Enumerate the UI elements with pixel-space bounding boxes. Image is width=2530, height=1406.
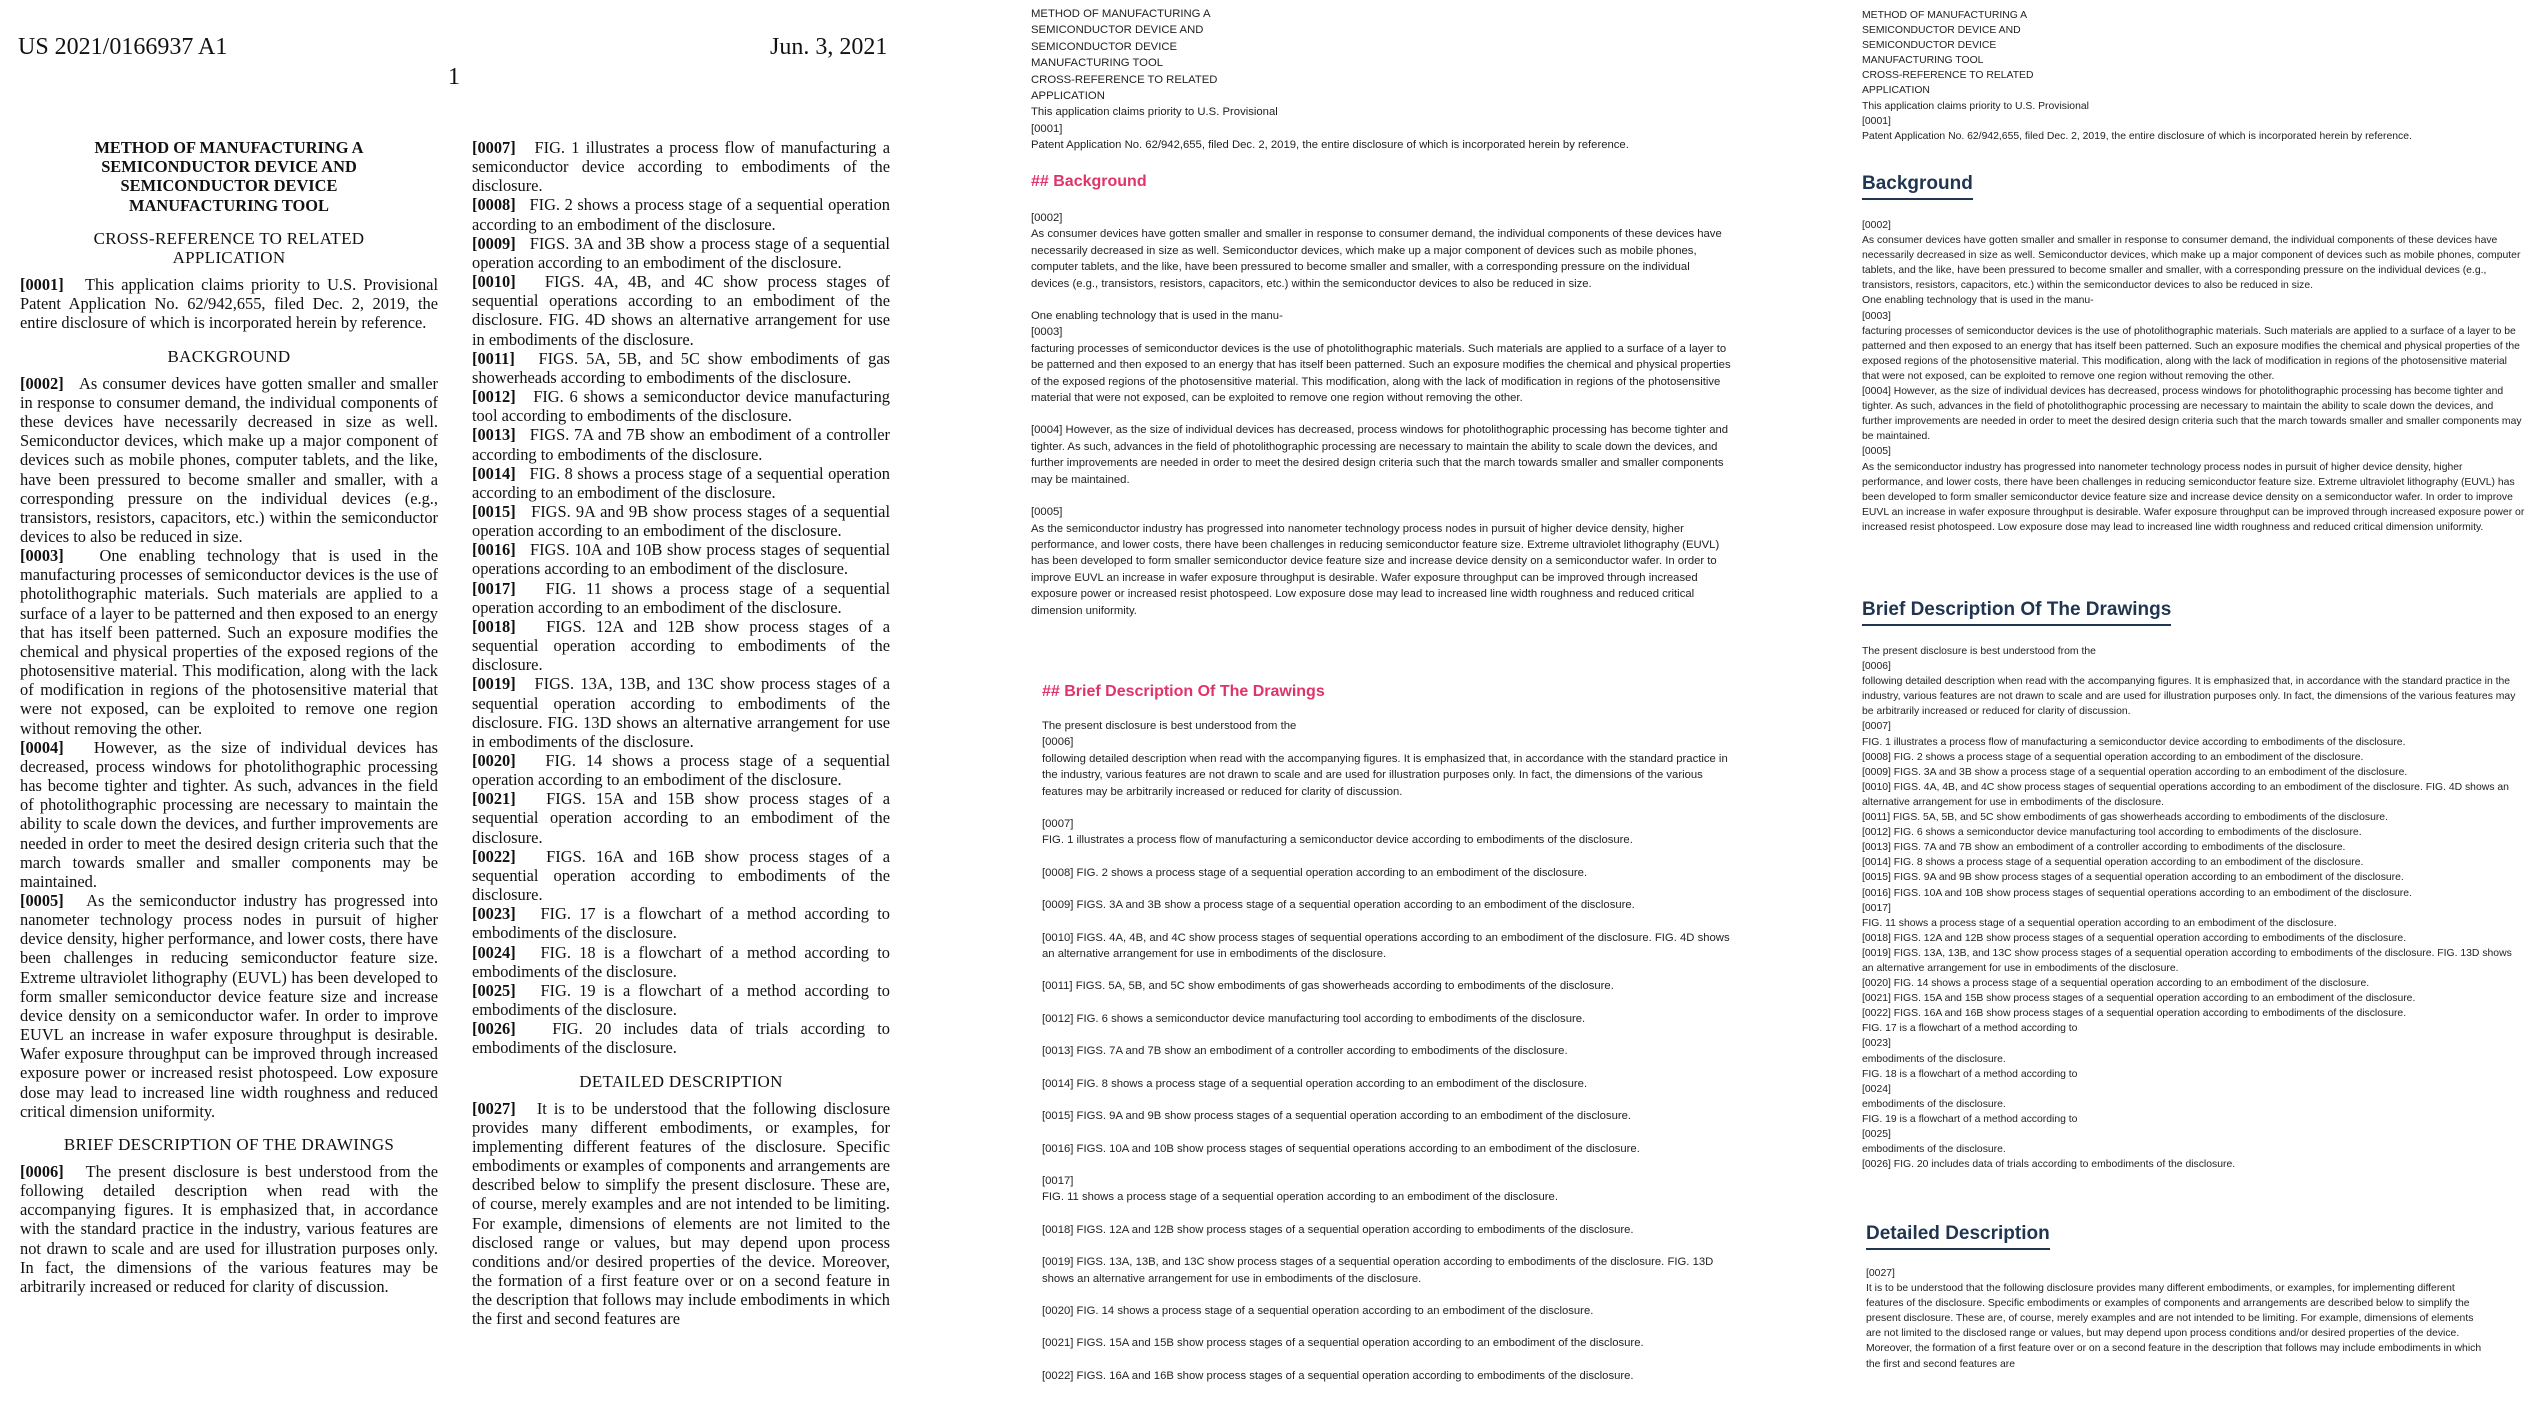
md-paragraph: [0010] FIGS. 4A, 4B, and 4C show process stages of sequential operations according to an embodiment of the disclosure. FIG. 4D shows an alternative arrangement for use in embodiments of the disclosure. — [1042, 931, 1730, 961]
paragraph-number: [0018] — [472, 616, 516, 636]
figure-description — [472, 751, 890, 789]
paragraph-text: FIGS. 15A and 15B show process stages of a sequential operation according to an embodiment of the disclosure. — [472, 789, 891, 847]
figure-description — [472, 943, 890, 981]
paragraph-text: FIG. 17 is a flowchart of a method according to embodiments of the disclosure. — [472, 904, 890, 943]
md-label: [0017] — [1042, 1174, 1074, 1187]
right-column — [472, 138, 890, 1329]
paragraph-number: [0013] — [472, 425, 516, 445]
paragraph-number: [0007] — [472, 138, 516, 157]
md-paragraph: [0011] FIGS. 5A, 5B, and 5C show embodiments of gas showerheads according to embodiments of the disclosure. — [1042, 980, 1614, 993]
rendered-drawings-heading: Brief Description Of The Drawings — [1862, 598, 2171, 626]
rendered-line: METHOD OF MANUFACTURING A — [1862, 10, 2028, 21]
paragraph-text: FIG. 19 is a flowchart of a method according to embodiments of the disclosure. — [472, 980, 890, 1020]
paragraph-text: The present disclosure is best understood from the following detailed description when read with the accompanying figures. It is emphasized that, in accordance with the standard practice in the industry, various features are not drawn to scale and are used for illustration purposes only. In fact, the dimensions of the various features may be arbitrarily increased or reduced for clarity of discussion. — [20, 1162, 438, 1296]
paragraph-text: However, as the size of individual devices has decreased, process windows for photolithographic processing has become tighter and tighter. As such, advances in the field of photolithographic processing are necessary to maintain the ability to scale down the devices, and further improvements are needed in order to meet the desired design criteria such that the march towards smaller and smaller components may be maintained. — [20, 737, 438, 891]
background-heading: BACKGROUND — [167, 346, 291, 366]
rendered-paragraph: FIG. 1 illustrates a process flow of manufacturing a semiconductor device according to embodiments of the disclosure. — [1862, 736, 2406, 748]
paragraph-text: FIGS. 5A, 5B, and 5C show embodiments of gas showerheads according to embodiments of the disclosure. — [472, 348, 890, 387]
paragraph-0003 — [20, 546, 438, 738]
rendered-background-heading: Background — [1862, 172, 1973, 200]
title-line: SEMICONDUCTOR DEVICE AND — [101, 157, 357, 177]
figure-descriptions — [472, 138, 890, 1058]
rendered-line: SEMICONDUCTOR DEVICE AND — [1862, 25, 2021, 37]
rendered-paragraph: [0008] FIG. 2 shows a process stage of a sequential operation according to an embodiment of the disclosure. — [1862, 751, 2364, 763]
paragraph-text: FIGS. 13A, 13B, and 13C show process stages of a sequential operation according to embodiments of the disclosure. FIG. 13D shows an alternative arrangement for use in embodiments of the disclosure. — [472, 674, 890, 751]
publication-date: Jun. 3, 2021 — [770, 34, 888, 60]
detailed-heading: DETAILED DESCRIPTION — [579, 1071, 783, 1091]
paragraph-text: As consumer devices have gotten smaller and smaller in response to consumer demand, the individual components of these devices have necessarily decreased in size as well. Semiconductor devices, which make up a major component of devices such as mobile phones, computer tablets, and the like, have been pressured to become smaller and smaller, with a corresponding pressure on the individual devices (e.g., transistors, resistors, capacitors, etc.) within the semiconductor devices to also be reduced in size. — [20, 373, 438, 546]
paragraph-0006 — [20, 1162, 438, 1296]
rendered-paragraph: As consumer devices have gotten smaller and smaller in response to consumer demand, the individual components of these devices have necessarily decreased in size as well. Semiconductor devices, which make up a major component of devices such as mobile phones, computer tablets, and the like, have been pressured to become smaller and smaller, with a corresponding pressure on the individual devices (e.g., transistors, resistors, capacitors, etc.) within the semiconductor devices to also be reduced in size. — [1862, 235, 2521, 292]
paragraph-text: FIG. 20 includes data of trials according to embodiments of the disclosure. — [472, 1019, 890, 1058]
paragraph-text: This application claims priority to U.S. Provisional Patent Application No. 62/942,655, filed Dec. 2, 2019, the entire disclosure of which is incorporated herein by reference. — [20, 275, 438, 333]
rendered-paragraph: FIG. 17 is a flowchart of a method according to — [1862, 1023, 2078, 1035]
paragraph-number: [0012] — [472, 387, 516, 407]
md-paragraph: As consumer devices have gotten smaller and smaller in response to consumer demand, the individual components of these devices have necessarily decreased in size as well. Semiconductor devices, which make up a major component of devices such as mobile phones, computer tablets, and the like, have been pressured to become smaller and smaller, with a corresponding pressure on the individual devices (e.g., transistors, resistors, capacitors, etc.) within the semiconductor devices to also be reduced in size. — [1031, 228, 1722, 290]
rendered-paragraph: [0013] FIGS. 7A and 7B show an embodiment of a controller according to embodiments of the disclosure. — [1862, 842, 2346, 854]
rendered-paragraph: [0002] — [1862, 220, 1891, 231]
paragraph-text: As the semiconductor industry has progressed into nanometer technology process nodes in pursuit of higher device density, higher performance, and lower costs, there have been challenges in reducing semiconductor feature size. Extreme ultraviolet lithography (EUVL) has been developed to form smaller semiconductor device feature size and increase device density on a semiconductor wafer. In order to improve EUVL an increase in wafer exposure throughput is desirable. Wafer exposure throughput can be improved through increased exposure power or increased resist photospeed. Low exposure dose may lead to increased line width roughness and reduced critical dimension uniformity. — [20, 890, 438, 1121]
paragraph-text: FIG. 2 shows a process stage of a sequential operation according to an embodiment of the disclosure. — [472, 195, 891, 234]
paragraph-number: [0023] — [472, 904, 516, 924]
rendered-paragraph: following detailed description when read with the accompanying figures. It is emphasized that, in accordance with the standard practice in the industry, various features are not drawn to scale and are used for illustration purposes only. In fact, the dimensions of the various features may be arbitrarily increased or reduced for clarity of discussion. — [1862, 676, 2516, 718]
md-paragraph: facturing processes of semiconductor devices is the use of photolithographic materials. Such materials are applied to a surface of a layer to be patterned and then exposed to an energy that has itself been patterned. Such an exposure modifies the chemical and physical properties of the exposed regions of the photosensitive material. This modification, along with the lack of modification in regions of the photosensitive material that were not exposed, can be exploited to remove one region without removing the other. — [1031, 342, 1731, 405]
rendered-detailed-body — [1866, 1266, 2486, 1372]
md-line: SEMICONDUCTOR DEVICE — [1031, 40, 1178, 53]
rendered-paragraph: [0009] FIGS. 3A and 3B show a process stage of a sequential operation according to an embodiment of the disclosure. — [1862, 766, 2408, 778]
paragraph-number: [0027] — [472, 1098, 516, 1118]
figure-description — [472, 789, 890, 846]
md-paragraph: As the semiconductor industry has progressed into nanometer technology process nodes in pursuit of higher device density, higher performance, and lower costs, there have been challenges in reducing semiconductor feature size. Extreme ultraviolet lithography (EUVL) has been developed to form smaller semiconductor device feature size and increase device density on a semiconductor wafer. In order to improve EUVL an increase in wafer exposure throughput is desirable. Wafer exposure throughput can be improved through increased exposure power or increased resist photospeed. Low exposure dose may lead to increased line width roughness and reduced critical dimension uniformity. — [1031, 522, 1720, 617]
patent-title — [20, 138, 438, 215]
paragraph-number: [0024] — [472, 942, 516, 962]
rendered-paragraph: [0010] FIGS. 4A, 4B, and 4C show process stages of sequential operations according to an embodiment of the disclosure. FIG. 4D shows an alternative arrangement for use in embodiments of the disclosure. — [1862, 781, 2509, 808]
paragraph-0027 — [472, 1099, 890, 1329]
md-background-body — [1031, 210, 1731, 619]
paragraph-number: [0021] — [472, 789, 516, 809]
md-paragraph: [0012] FIG. 6 shows a semiconductor device manufacturing tool according to embodiments of the disclosure. — [1042, 1012, 1586, 1025]
paragraph-number: [0014] — [472, 463, 516, 483]
md-line: METHOD OF MANUFACTURING A — [1031, 8, 1211, 20]
rendered-detailed-heading-wrap — [1866, 1222, 2530, 1250]
paragraph-number: [0005] — [20, 890, 64, 910]
md-line: APPLICATION — [1031, 90, 1105, 103]
rendered-paragraph: The present disclosure is best understood from the — [1862, 646, 2096, 657]
rendered-paragraph: [0017] — [1862, 902, 1891, 914]
paragraph-number: [0017] — [472, 578, 516, 598]
paragraph-number: [0020] — [472, 751, 516, 770]
paragraph-text: FIG. 18 is a flowchart of a method according to embodiments of the disclosure. — [472, 942, 890, 981]
md-paragraph: [0021] FIGS. 15A and 15B show process stages of a sequential operation according to an embodiment of the disclosure. — [1042, 1337, 1644, 1350]
md-paragraph: [0020] FIG. 14 shows a process stage of a sequential operation according to an embodiment of the disclosure. — [1042, 1304, 1594, 1317]
md-paragraph: [0015] FIGS. 9A and 9B show process stages of a sequential operation according to an embodiment of the disclosure. — [1042, 1110, 1632, 1123]
left-column — [20, 138, 438, 1296]
paragraph-text: FIGS. 7A and 7B show an embodiment of a controller according to embodiments of the disclosure. — [472, 425, 890, 464]
md-paragraph: [0014] FIG. 8 shows a process stage of a sequential operation according to an embodiment of the disclosure. — [1042, 1077, 1588, 1090]
paragraph-number: [0019] — [472, 674, 516, 694]
title-line: SEMICONDUCTOR DEVICE — [120, 176, 338, 196]
paragraph-number: [0022] — [472, 846, 516, 866]
rendered-paragraph: [0021] FIGS. 15A and 15B show process stages of a sequential operation according to an embodiment of the disclosure. — [1862, 993, 2416, 1005]
rendered-paragraph: [0024] — [1862, 1083, 1891, 1095]
figure-description — [472, 502, 890, 540]
md-paragraph: [0013] FIGS. 7A and 7B show an embodiment of a controller according to embodiments of the disclosure. — [1042, 1045, 1568, 1058]
rendered-paragraph: [0003] — [1862, 310, 1891, 322]
rendered-paragraph: embodiments of the disclosure. — [1862, 1098, 2006, 1110]
md-drawings-heading: ## Brief Description Of The Drawings — [1042, 683, 1325, 700]
paragraph-number: [0025] — [472, 980, 516, 1000]
paragraph-text: FIG. 6 shows a semiconductor device manufacturing tool according to embodiments of the disclosure. — [472, 387, 890, 426]
figure-description — [472, 387, 890, 425]
paragraph-0001 — [20, 275, 438, 332]
rendered-paragraph: [0012] FIG. 6 shows a semiconductor device manufacturing tool according to embodiments of the disclosure. — [1862, 827, 2362, 839]
figure-description — [472, 617, 890, 674]
paragraph-text: FIG. 1 illustrates a process flow of manufacturing a semiconductor device according to embodiments of the disclosure. — [472, 138, 890, 196]
md-paragraph: [0019] FIGS. 13A, 13B, and 13C show process stages of a sequential operation according to embodiments of the disclosure. FIG. 13D shows an alternative arrangement for use in embodiments of the disclosure. — [1042, 1256, 1714, 1285]
page-number: 1 — [448, 64, 460, 90]
original-patent-page — [0, 0, 900, 1406]
patent-number: US 2021/0166937 A1 — [18, 34, 228, 60]
figure-description — [472, 464, 890, 502]
paragraph-text: One enabling technology that is used in the manufacturing processes of semiconductor devices is the use of photolithographic materials. Such materials are applied to a surface of a layer to be patterned and then exposed to an energy that has itself been patterned. Such an exposure modifies the chemical and physical properties of the exposed regions of the photosensitive material. This modification, along with the lack of modification in regions of the photosensitive material that were not exposed, can be exploited to remove one region without removing the other. — [20, 546, 439, 738]
paragraph-0002 — [20, 374, 438, 546]
figure-description — [472, 195, 890, 233]
rendered-background-heading-wrap — [1862, 172, 2526, 200]
rendered-paragraph: [0015] FIGS. 9A and 9B show process stages of a sequential operation according to an embodiment of the disclosure. — [1862, 872, 2404, 884]
paragraph-number: [0003] — [20, 546, 64, 566]
md-line: The present disclosure is best understood from the — [1042, 720, 1297, 732]
paragraph-text: It is to be understood that the following disclosure provides many different embodiments, or examples, for implementing different features of the disclosure. Specific embodiments or examples of components and arrangements are described below to simplify the present disclosure. These are, of course, merely examples and are not intended to be limiting. For example, dimensions of elements are not limited to the disclosed range or values, but may depend upon process conditions and/or desired properties of the device. Moreover, the formation of a first feature over or on a second feature in the description that follows may include embodiments in which the first and second features are — [472, 1098, 890, 1329]
md-label: [0006] — [1042, 736, 1074, 749]
rendered-paragraph: [0006] — [1862, 661, 1891, 673]
markdown-conversion — [1020, 0, 1740, 1406]
md-line: SEMICONDUCTOR DEVICE AND — [1031, 24, 1204, 37]
rendered-label: [0027] — [1866, 1268, 1895, 1279]
paragraph-0004 — [20, 738, 438, 891]
paragraph-text: FIGS. 9A and 9B show process stages of a sequential operation according to an embodiment of the disclosure. — [472, 501, 890, 541]
rendered-background-body — [1862, 218, 2526, 535]
md-line: CROSS-REFERENCE TO RELATED — [1031, 73, 1218, 86]
md-paragraph: FIG. 1 illustrates a process flow of manufacturing a semiconductor device according to embodiments of the disclosure. — [1042, 834, 1633, 847]
rendered-paragraph: [0019] FIGS. 13A, 13B, and 13C show process stages of a sequential operation according to embodiments of the disclosure. FIG. 13D shows an alternative arrangement for use in embodiments of the disclosure. — [1862, 947, 2512, 974]
rendered-paragraph: [0026] FIG. 20 includes data of trials according to embodiments of the disclosure. — [1862, 1159, 2236, 1171]
md-paragraph: [0016] FIGS. 10A and 10B show process stages of sequential operations according to an embodiment of the disclosure. — [1042, 1142, 1640, 1155]
rendered-paragraph: FIG. 19 is a flowchart of a method according to — [1862, 1113, 2078, 1125]
rendered-paragraph: [0022] FIGS. 16A and 16B show process stages of a sequential operation according to embodiments of the disclosure. — [1862, 1008, 2407, 1020]
rendered-line: This application claims priority to U.S. Provisional — [1862, 100, 2089, 112]
paragraph-number: [0010] — [472, 272, 516, 292]
rendered-line: Patent Application No. 62/942,655, filed Dec. 2, 2019, the entire disclosure of which is incorporated herein by reference. — [1862, 130, 2412, 142]
paragraph-text: FIG. 14 shows a process stage of a sequential operation according to an embodiment of the disclosure. — [472, 751, 891, 790]
paragraph-text: FIGS. 4A, 4B, and 4C show process stages of sequential operations according to an embodiment of the disclosure. FIG. 4D shows an alternative arrangement for use in embodiments of the disclosure. — [472, 272, 890, 349]
rendered-paragraph: [0020] FIG. 14 shows a process stage of a sequential operation according to an embodiment of the disclosure. — [1862, 978, 2370, 990]
rendered-paragraph: facturing processes of semiconductor devices is the use of photolithographic materials. Such materials are applied to a surface of a layer to be patterned and then exposed to an energy that has itself been patterned. Such an exposure modifies the chemical and physical properties of the exposed regions of the photosensitive material. This modification, along with the lack of modification in regions of the photosensitive material that were not exposed, can be exploited to remove one region without removing the other. — [1862, 325, 2520, 382]
md-paragraph: FIG. 11 shows a process stage of a sequential operation according to an embodiment of the disclosure. — [1042, 1191, 1558, 1204]
rendered-line: [0001] — [1862, 115, 1891, 127]
paragraph-text: FIGS. 16A and 16B show process stages of a sequential operation according to embodiments of the disclosure. — [472, 846, 891, 905]
rendered-paragraph: [0007] — [1862, 721, 1891, 733]
md-label: [0007] — [1042, 818, 1074, 831]
paragraph-number: [0011] — [472, 348, 515, 368]
figure-description — [472, 138, 890, 195]
rendered-paragraph: [0018] FIGS. 12A and 12B show process stages of a sequential operation according to embodiments of the disclosure. — [1862, 932, 2407, 944]
rendered-detailed-heading: Detailed Description — [1866, 1222, 2050, 1250]
rendered-drawings-heading-wrap — [1862, 598, 2526, 626]
rendered-line: MANUFACTURING TOOL — [1862, 55, 1984, 67]
md-line: [0001] — [1031, 122, 1063, 135]
rendered-paragraph: [0016] FIGS. 10A and 10B show process stages of sequential operations according to an embodiment of the disclosure. — [1862, 887, 2412, 899]
paragraph-number: [0009] — [472, 233, 516, 253]
figure-description — [472, 674, 890, 751]
rendered-paragraph: [0025] — [1862, 1129, 1891, 1140]
paragraph-number: [0016] — [472, 540, 516, 560]
paragraph-text: FIGS. 10A and 10B show process stages of sequential operations according to an embodiment of the disclosure. — [472, 540, 891, 579]
md-line: This application claims priority to U.S. Provisional — [1031, 106, 1278, 119]
figure-description — [472, 847, 890, 904]
md-line: Patent Application No. 62/942,655, filed Dec. 2, 2019, the entire disclosure of which is incorporated herein by reference. — [1031, 139, 1629, 152]
rendered-paragraph: As the semiconductor industry has progressed into nanometer technology process nodes in pursuit of higher device density, higher performance, and lower costs, there have been challenges in reducing semiconductor feature size. Extreme ultraviolet lithography (EUVL) has been developed to form smaller semiconductor device feature size and increase device density on a semiconductor wafer. In order to improve EUVL an increase in wafer exposure throughput is desirable. Wafer exposure throughput can be improved through increased exposure power or increased resist photospeed. Low exposure dose may lead to increased line width roughness and reduced critical dimension uniformity. — [1862, 461, 2525, 533]
paragraph-text: FIGS. 12A and 12B show process stages of a sequential operation according to embodiments of the disclosure. — [472, 616, 891, 675]
crossref-heading: CROSS-REFERENCE TO RELATED APPLICATION — [93, 228, 365, 267]
rendered-paragraph: [0004] However, as the size of individual devices has decreased, process windows for photolithographic processing has become tighter and tighter. As such, advances in the field of photolithographic processing are necessary to maintain the ability to scale down the devices, and further improvements are needed in order to meet the desired design criteria such that the march towards smaller and smaller components may be maintained. — [1862, 386, 2522, 443]
title-line: METHOD OF MANUFACTURING A — [94, 138, 364, 157]
md-paragraph: [0009] FIGS. 3A and 3B show a process stage of a sequential operation according to an embodiment of the disclosure. — [1042, 899, 1635, 912]
figure-description — [472, 272, 890, 349]
md-background-heading: ## Background — [1031, 173, 1147, 190]
figure-description — [472, 981, 890, 1019]
drawings-heading: BRIEF DESCRIPTION OF THE DRAWINGS — [63, 1134, 395, 1154]
paragraph-number: [0004] — [20, 737, 64, 757]
md-paragraph: [0004] However, as the size of individual devices has decreased, process windows for photolithographic processing has become tighter and tighter. As such, advances in the field of photolithographic processing are necessary to maintain the ability to scale down the devices, and further improvements are needed in order to meet the desired design criteria such that the march towards smaller and smaller components may be maintained. — [1031, 424, 1729, 486]
md-paragraph: [0008] FIG. 2 shows a process stage of a sequential operation according to an embodiment of the disclosure. — [1042, 866, 1588, 879]
rendered-paragraph: FIG. 18 is a flowchart of a method according to — [1862, 1068, 2078, 1080]
paragraph-number: [0006] — [20, 1162, 64, 1181]
paragraph-text: FIGS. 3A and 3B show a process stage of a sequential operation according to an embodiment of the disclosure. — [472, 233, 890, 272]
paragraph-text: FIG. 8 shows a process stage of a sequential operation according to an embodiment of the disclosure. — [472, 463, 891, 502]
paragraph-number: [0001] — [20, 275, 64, 295]
rendered-header — [1862, 8, 2526, 144]
rendered-paragraph: [0023] — [1862, 1038, 1891, 1050]
paragraph-text: FIG. 11 shows a process stage of a sequential operation according to an embodiment of the disclosure. — [472, 578, 890, 617]
paragraph-0005 — [20, 891, 438, 1121]
rendered-paragraph: FIG. 11 shows a process stage of a sequential operation according to an embodiment of the disclosure. — [1862, 917, 2337, 929]
md-paragraph: [0022] FIGS. 16A and 16B show process stages of a sequential operation according to embodiments of the disclosure. — [1042, 1369, 1634, 1382]
figure-description — [472, 1019, 890, 1057]
rendered-paragraph: embodiments of the disclosure. — [1862, 1144, 2006, 1156]
figure-description — [472, 234, 890, 272]
rendered-document — [1856, 0, 2530, 1406]
md-drawings-body — [1042, 718, 1732, 1384]
figure-description — [472, 904, 890, 942]
paragraph-number: [0015] — [472, 501, 516, 521]
rendered-paragraph: It is to be understood that the following disclosure provides many different embodiments, or examples, for implementing different features of the disclosure. Specific embodiments or examples of components and arrangements are described below to simplify the present disclosure. These are, of course, merely examples and are not intended to be limiting. For example, dimensions of elements are not limited to the disclosed range or values, but may depend upon process conditions and/or desired properties of the device. Moreover, the formation of a first feature over or on a second feature in the description that follows may include embodiments in which the first and second features are — [1866, 1283, 2482, 1370]
rendered-line: APPLICATION — [1862, 85, 1930, 97]
md-line: One enabling technology that is used in the manu- — [1031, 310, 1283, 323]
rendered-paragraph: [0014] FIG. 8 shows a process stage of a sequential operation according to an embodiment of the disclosure. — [1862, 857, 2364, 869]
rendered-paragraph: [0005] — [1862, 446, 1891, 458]
figure-description — [472, 425, 890, 463]
figure-description — [472, 579, 890, 617]
rendered-line: CROSS-REFERENCE TO RELATED — [1862, 70, 2034, 82]
rendered-paragraph: One enabling technology that is used in the manu- — [1862, 295, 2094, 307]
rendered-drawings-body — [1862, 644, 2526, 1172]
md-label: [0002] — [1031, 212, 1063, 224]
md-line: MANUFACTURING TOOL — [1031, 57, 1164, 70]
title-line: MANUFACTURING TOOL — [129, 195, 329, 215]
paragraph-number: [0026] — [472, 1019, 516, 1039]
md-label: [0005] — [1031, 506, 1063, 519]
md-paragraph: following detailed description when read with the accompanying figures. It is emphasized that, in accordance with the standard practice in the industry, various features are not drawn to scale and are used for illustration purposes only. In fact, the dimensions of the various features may be arbitrarily increased or reduced for clarity of discussion. — [1042, 752, 1728, 798]
md-paragraph: [0018] FIGS. 12A and 12B show process stages of a sequential operation according to embodiments of the disclosure. — [1042, 1223, 1634, 1236]
paragraph-number: [0008] — [472, 195, 516, 215]
paragraph-number: [0002] — [20, 373, 64, 393]
md-label: [0003] — [1031, 326, 1063, 339]
rendered-paragraph: embodiments of the disclosure. — [1862, 1053, 2006, 1065]
figure-description — [472, 540, 890, 578]
md-header — [1031, 6, 1731, 154]
rendered-paragraph: [0011] FIGS. 5A, 5B, and 5C show embodiments of gas showerheads according to embodiments of the disclosure. — [1862, 812, 2388, 824]
rendered-line: SEMICONDUCTOR DEVICE — [1862, 40, 1997, 52]
figure-description — [472, 349, 890, 387]
